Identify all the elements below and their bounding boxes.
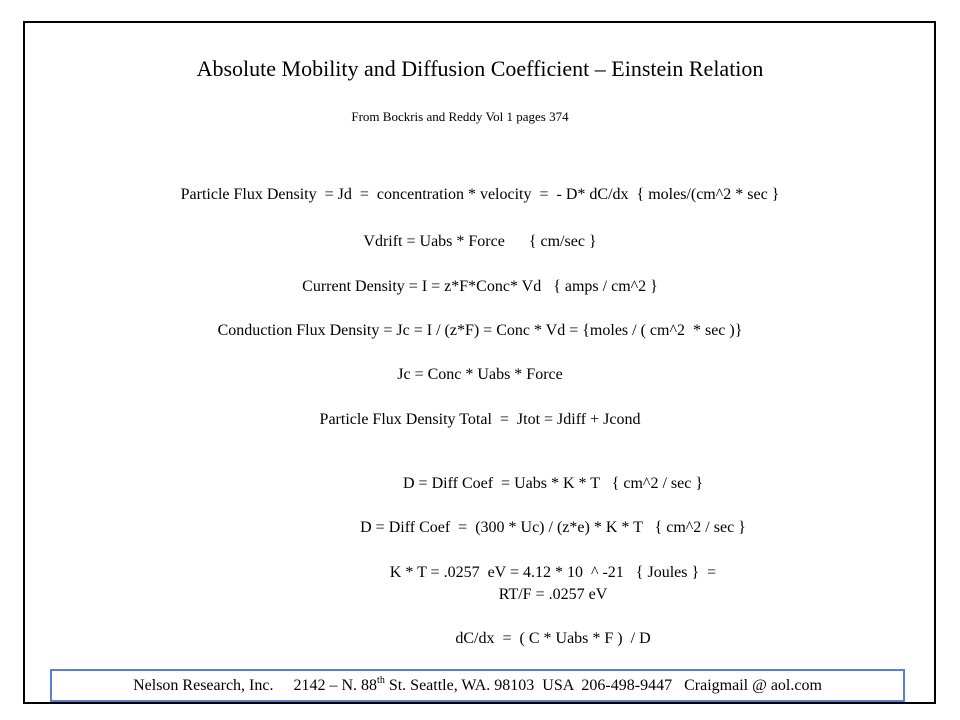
equation-current-density: Current Density = I = z*F*Conc* Vd { amps / cm^2 } xyxy=(302,278,658,295)
equation-kt: K * T = .0257 eV = 4.12 * 10 ^ -21 { Joules } = xyxy=(389,564,717,581)
equation-conduction-flux: Conduction Flux Density = Jc = I / (z*F) = Conc * Vd = {moles / ( cm^2 * sec )} xyxy=(217,322,743,339)
footer-bar xyxy=(50,669,905,702)
footer-company: Nelson Research, Inc. xyxy=(133,677,274,694)
footer-email[interactable]: Craigmail @ aol.com xyxy=(684,677,822,694)
slide-title: Absolute Mobility and Diffusion Coefficient – Einstein Relation xyxy=(196,56,764,81)
equation-dcdx: dC/dx = ( C * Uabs * F ) / D xyxy=(455,630,651,647)
footer-address: 2142 – N. 88th St. Seattle, WA. 98103 USA 206-498-9447 xyxy=(293,674,673,694)
equation-total-flux: Particle Flux Density Total = Jtot = Jdiff + Jcond xyxy=(319,411,641,428)
equation-particle-flux: Particle Flux Density = Jd = concentration * velocity = - D* dC/dx { moles/(cm^2 * sec } xyxy=(180,186,780,203)
equation-vdrift: Vdrift = Uabs * Force { cm/sec } xyxy=(363,233,597,250)
equation-jc: Jc = Conc * Uabs * Force xyxy=(397,366,563,383)
source-citation: From Bockris and Reddy Vol 1 pages 374 xyxy=(351,109,569,124)
equation-diff-coef: D = Diff Coef = Uabs * K * T { cm^2 / sec } xyxy=(403,475,703,492)
equation-diff-coef-uc: D = Diff Coef = (300 * Uc) / (z*e) * K * T { cm^2 / sec } xyxy=(360,519,746,536)
equation-rtf: RT/F = .0257 eV xyxy=(498,586,608,603)
